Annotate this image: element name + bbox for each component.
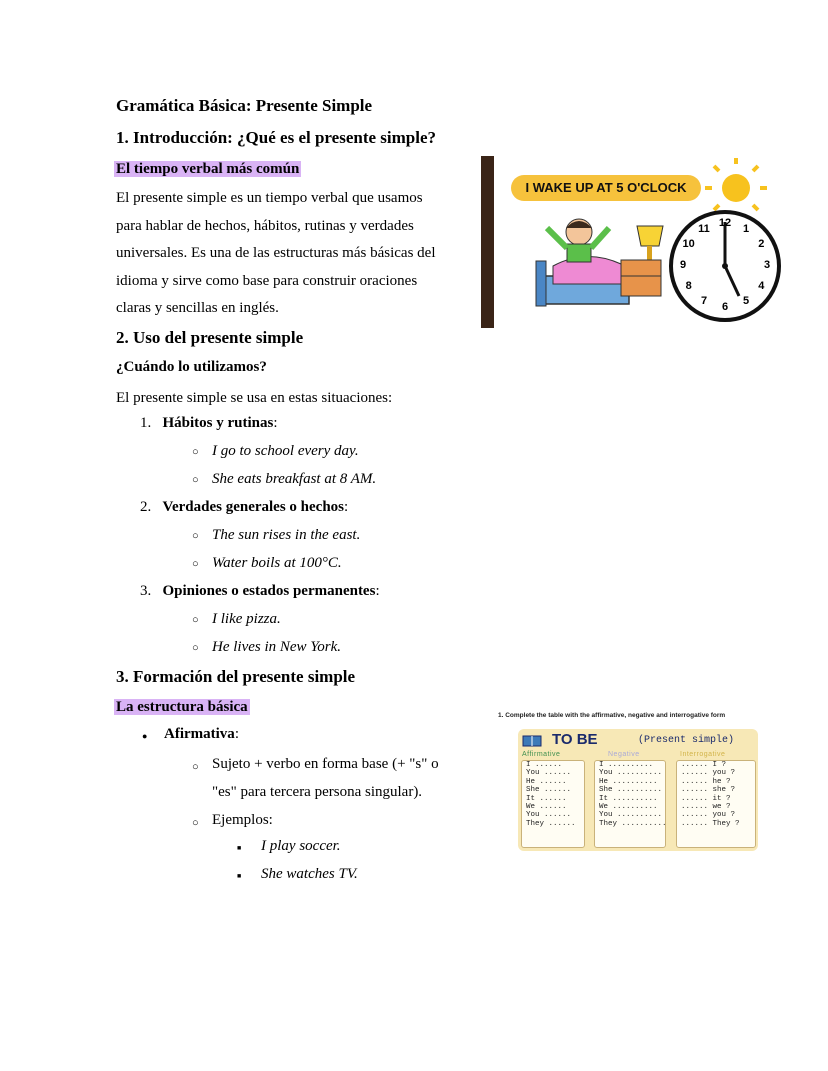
list-item: 2. Verdades generales o hechos: — [140, 499, 349, 515]
clock-number: 9 — [679, 259, 687, 271]
clock-number: 12 — [718, 217, 732, 229]
table-cell: ...... I ? — [681, 761, 727, 769]
wake-up-illustration — [481, 156, 784, 328]
table-cell: She ...... — [526, 786, 572, 795]
item-label: Hábitos y rutinas — [162, 415, 274, 431]
table-cell: ...... you ? — [681, 769, 736, 778]
example-item: ■ She watches TV. — [261, 866, 358, 883]
col-header-negative: Negative — [608, 751, 640, 758]
example-item: ○ She eats breakfast at 8 AM. — [212, 471, 376, 488]
table-cell: It .......... — [599, 794, 658, 803]
rule-line: "es" para tercera persona singular). — [212, 784, 423, 800]
example-item: ○ The sun rises in the east. — [212, 527, 360, 544]
table-cell: I ...... — [526, 761, 563, 769]
clock-number: 2 — [758, 238, 765, 250]
col-header-affirmative: Affirmative — [522, 751, 561, 758]
table-cell: He .......... — [599, 777, 658, 786]
document-title: Gramática Básica: Presente Simple — [116, 96, 373, 115]
clock-number: 7 — [700, 295, 708, 308]
table-cell: We .......... — [599, 803, 658, 812]
section3-heading: 3. Formación del presente simple — [116, 667, 356, 686]
item-label: Opiniones o estados permanentes — [162, 583, 376, 599]
example-item: ○ I go to school every day. — [212, 443, 359, 460]
clock-number: 8 — [685, 280, 692, 292]
table-cell: I .......... — [599, 761, 654, 769]
affirmative-column — [521, 760, 585, 848]
clock-number: 6 — [721, 301, 729, 313]
table-cell: You .......... — [599, 811, 663, 820]
example-item: ■ I play soccer. — [261, 838, 341, 855]
item-number: 3. — [140, 583, 152, 599]
clock-number: 5 — [742, 295, 750, 308]
section2-heading: 2. Uso del presente simple — [116, 328, 304, 347]
table-title: TO BE — [552, 731, 598, 748]
col-header-interrogative: Interrogative — [680, 751, 726, 758]
clock-number: 11 — [698, 222, 710, 235]
table-cell: They ...... — [526, 819, 576, 828]
section3-highlight: La estructura básica — [116, 699, 248, 715]
rule-text — [212, 751, 439, 779]
banner-text: I WAKE UP AT 5 O'CLOCK — [525, 180, 687, 195]
bullet-affirmativa: ● Afirmativa: — [164, 726, 239, 743]
table-cell: ...... we ? — [681, 803, 731, 812]
example-item: ○ I like pizza. — [212, 611, 281, 628]
book-icon — [522, 734, 544, 748]
table-cell: You .......... — [599, 769, 663, 778]
table-cell: ...... you ? — [681, 811, 736, 820]
section1-highlight: El tiempo verbal más común — [116, 161, 300, 177]
section1-heading: 1. Introducción: ¿Qué es el presente simple? — [116, 128, 436, 147]
table-cell: He ...... — [526, 777, 567, 786]
para-line: claras y sencillas en inglés. — [116, 300, 279, 316]
clock-number: 3 — [763, 259, 771, 271]
interrogative-column — [676, 760, 756, 848]
item-number: 1. — [140, 415, 152, 431]
para-line: El presente simple es un tiempo verbal que usamos — [116, 190, 423, 206]
para-line: idioma y sirve como base para construir oraciones — [116, 272, 418, 289]
para-line: para hablar de hechos, hábitos, rutinas y verdades — [116, 217, 414, 234]
example-item: ○ Water boils at 100°C. — [212, 555, 342, 572]
table-cell: They .......... — [599, 819, 667, 828]
example-item: ○ He lives in New York. — [212, 639, 341, 656]
item-number: 2. — [140, 499, 152, 515]
table-cell: We ...... — [526, 803, 567, 812]
sun-icon — [705, 158, 767, 218]
boy-icon — [547, 219, 609, 262]
table-cell: You ...... — [526, 811, 572, 820]
clock-number: 10 — [682, 238, 695, 250]
section2-subheading: ¿Cuándo lo utilizamos? — [116, 359, 267, 375]
lamp-icon — [637, 226, 663, 260]
table-cell: She .......... — [599, 786, 663, 795]
table-cell: ...... They ? — [681, 819, 740, 828]
para-line: universales. Es una de las estructuras más básicas del — [116, 245, 436, 261]
negative-column — [594, 760, 666, 848]
table-caption: 1. Complete the table with the affirmative, negative and interrogative form — [498, 712, 726, 719]
bed-icon — [536, 256, 629, 306]
table-cell: ...... it ? — [681, 794, 731, 803]
table-cell: ...... she ? — [681, 786, 736, 795]
clock-number: 4 — [758, 280, 765, 292]
table-subtitle: (Present simple) — [638, 735, 735, 746]
table-cell: You ...... — [526, 769, 572, 778]
table-cell: ...... he ? — [681, 777, 731, 786]
examples-label: ○ Ejemplos: — [212, 807, 273, 835]
nightstand-icon — [621, 260, 661, 296]
to-be-table-image — [498, 712, 760, 852]
bullet-label: Afirmativa — [164, 726, 235, 742]
section2-intro: El presente simple se usa en estas situaciones: — [116, 390, 393, 406]
table-cell: It ...... — [526, 794, 567, 803]
rule-line: ○ Sujeto + verbo en forma base (+ "s" o — [212, 756, 439, 772]
section1-paragraph — [116, 185, 476, 323]
clock-number: 1 — [742, 222, 750, 235]
item-label: Verdades generales o hechos — [162, 499, 345, 515]
list-item: 3. Opiniones o estados permanentes: — [140, 583, 380, 599]
list-item: 1. Hábitos y rutinas: — [140, 415, 278, 431]
